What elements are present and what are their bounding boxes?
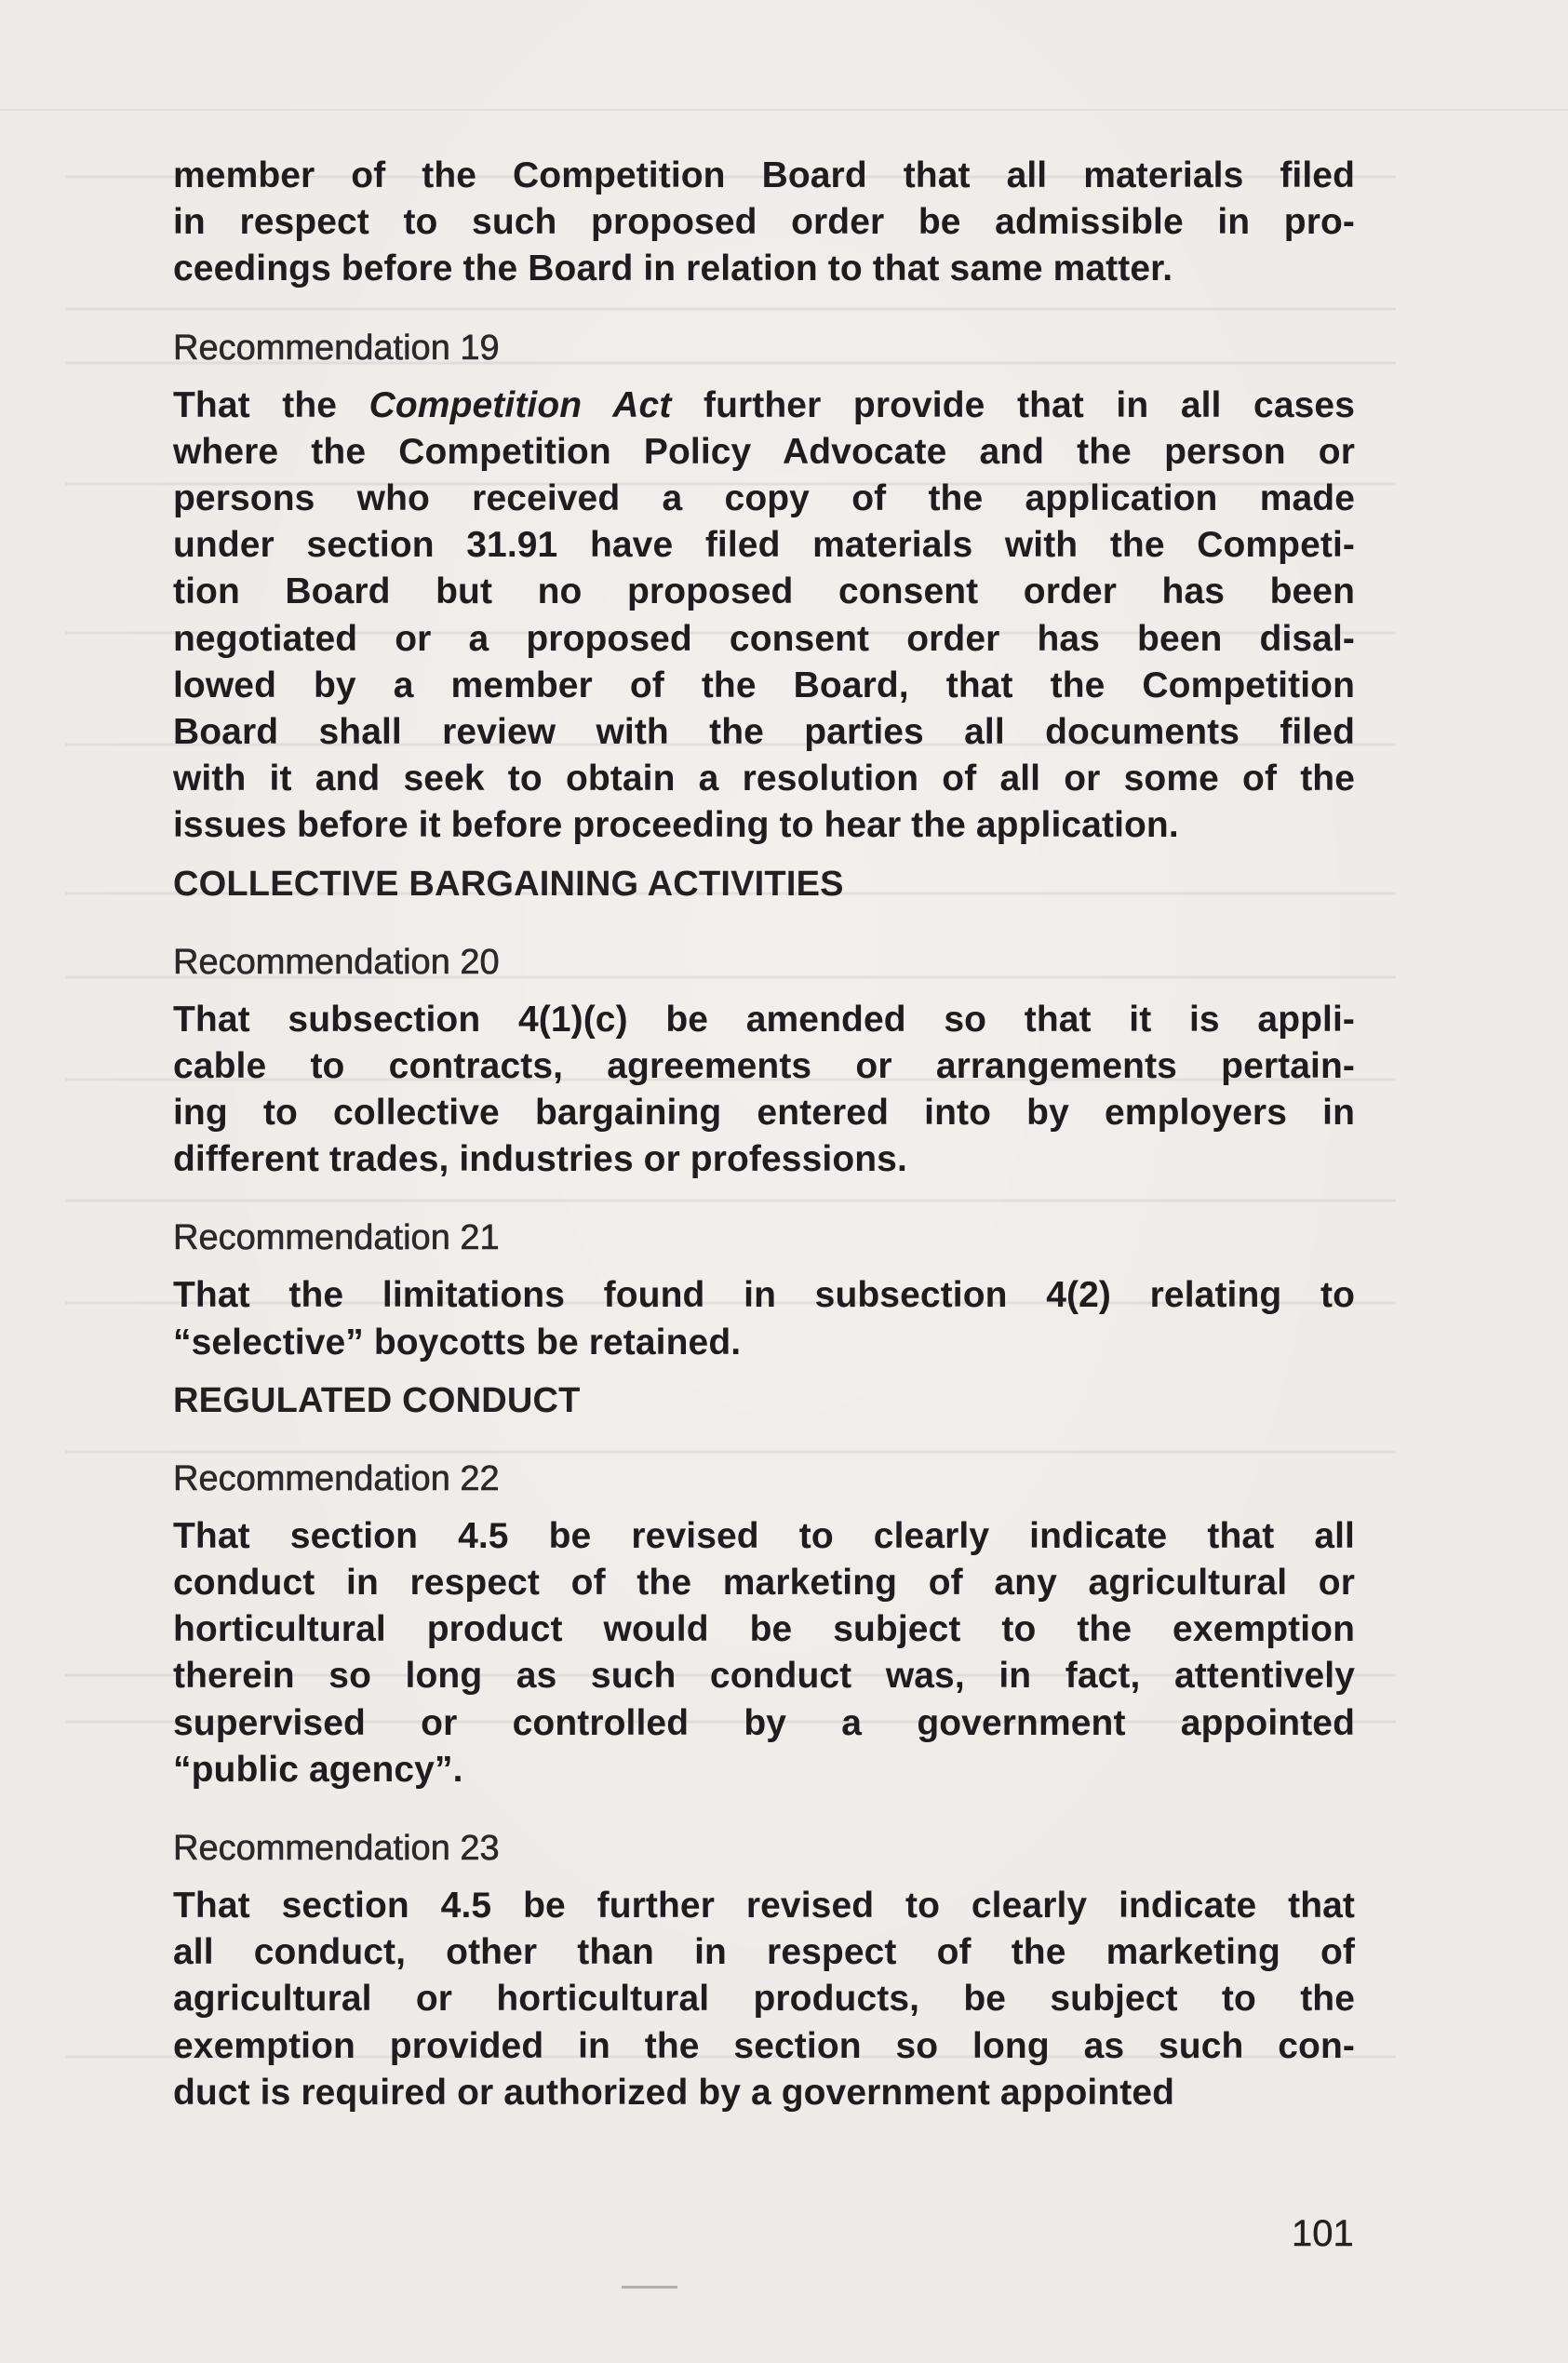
footer-mark [622,2286,677,2289]
text-line: agricultural or horticultural products, be subject to the [173,1979,1355,2020]
text-line: supervised or controlled by a government appointed [173,1702,1355,1743]
text-line: “public agency”. [173,1749,463,1790]
text-line: therein so long as such conduct was, in fact, attentively [173,1656,1355,1697]
body-paragraph [173,153,1355,293]
text-line: under section 31.91 have filed materials with the Competi- [173,525,1355,566]
section-heading: COLLECTIVE BARGAINING ACTIVITIES [173,864,844,904]
text-line: That the Competition Act further provide that in all cases [173,384,1355,425]
text-line: Board shall review with the parties all documents filed [173,712,1355,753]
text-line: where the Competition Policy Advocate and the person or [173,431,1355,472]
recommendation-heading: Recommendation 19 [173,328,500,368]
text-line: That section 4.5 be further revised to clearly indicate that [173,1886,1355,1927]
body-paragraph [173,383,1355,850]
body-paragraph [173,997,1355,1184]
text-line: ing to collective bargaining entered into by employers in [173,1093,1355,1134]
act-title: Competition Act [369,384,672,425]
text-line: conduct in respect of the marketing of any agricultural or [173,1563,1355,1604]
body-paragraph [173,1513,1355,1793]
recommendation-heading: Recommendation 23 [173,1829,500,1869]
recommendation-heading: Recommendation 20 [173,942,500,982]
text-line: different trades, industries or professions. [173,1139,907,1180]
body-paragraph [173,1883,1355,2116]
text-line: with it and seek to obtain a resolution of all or some of the [173,759,1355,799]
text-line: cable to contracts, agreements or arrangements pertain- [173,1045,1355,1086]
text-line: That subsection 4(1)(c) be amended so that it is appli- [173,999,1355,1040]
text-line: exemption provided in the section so long as such con- [173,2025,1355,2066]
text-line: “selective” boycotts be retained. [173,1322,742,1363]
text-line: negotiated or a proposed consent order has been disal- [173,618,1355,659]
text-line: member of the Competition Board that all materials filed [173,155,1355,195]
section-heading: REGULATED CONDUCT [173,1380,581,1420]
text-line: in respect to such proposed order be admissible in pro- [173,202,1355,243]
text-line: persons who received a copy of the application made [173,478,1355,519]
page-body [173,153,1355,2116]
text-line: That section 4.5 be revised to clearly indicate that all [173,1515,1355,1556]
recommendation-heading: Recommendation 22 [173,1458,500,1498]
text-line: lowed by a member of the Board, that the Competition [173,665,1355,705]
text-line: That the limitations found in subsection 4(2) relating to [173,1275,1355,1316]
text-line: horticultural product would be subject to the exemption [173,1609,1355,1650]
text-line: tion Board but no proposed consent order has been [173,571,1355,612]
page-number: 101 [1292,2213,1354,2254]
text-line: issues before it before proceeding to hear the application. [173,805,1179,846]
text-line: all conduct, other than in respect of the marketing of [173,1932,1355,1973]
recommendation-heading: Recommendation 21 [173,1218,500,1258]
body-paragraph [173,1272,1355,1365]
text-line: ceedings before the Board in relation to that same matter. [173,248,1173,289]
text-line: duct is required or authorized by a government appointed [173,2072,1175,2113]
